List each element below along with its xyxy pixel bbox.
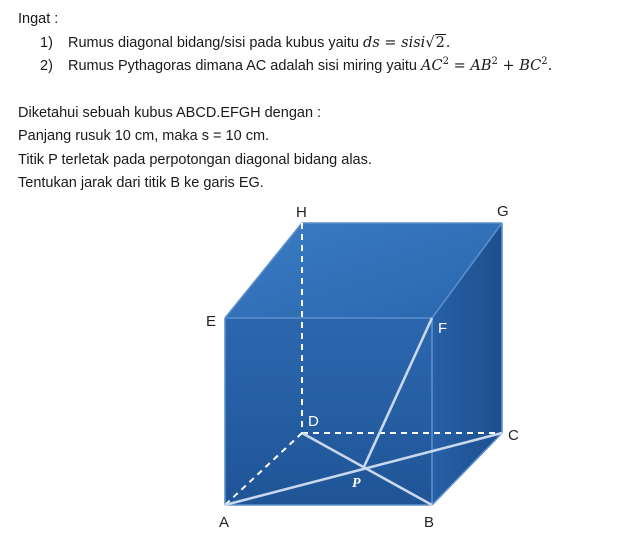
vertex-label-b: B	[424, 514, 435, 531]
formula-bc: BC	[519, 58, 542, 74]
problem-line-2: Panjang rusuk 10 cm, maka s = 10 cm.	[18, 128, 270, 144]
vertex-label-f: F	[438, 320, 448, 337]
reminder-number-2: 2)	[40, 58, 53, 74]
formula-plus: +	[497, 58, 520, 74]
formula-ac: AC	[421, 58, 443, 74]
vertex-label-e: E	[206, 313, 217, 330]
reminder-heading: Ingat :	[18, 11, 59, 27]
formula-sisi: sisi	[401, 34, 426, 51]
formula-ds: ds	[363, 34, 380, 51]
formula-exp-2: 2	[491, 56, 498, 68]
formula-end-1: .	[445, 34, 451, 51]
formula-root: 2	[435, 34, 445, 51]
formula-ab: AB	[470, 58, 492, 74]
vertex-label-h: H	[296, 204, 307, 221]
vertex-label-a: A	[219, 514, 230, 531]
sqrt-icon: √	[425, 34, 435, 51]
formula-eq-2: =	[448, 58, 471, 74]
vertex-label-g: G	[497, 203, 509, 220]
reminder-text-2: Rumus Pythagoras dimana AC adalah sisi miring yaitu	[68, 58, 417, 74]
vertex-label-c: C	[508, 427, 519, 444]
reminder-text-1: Rumus diagonal bidang/sisi pada kubus yaitu	[68, 34, 359, 51]
problem-line-4: Tentukan jarak dari titik B ke garis EG.	[18, 175, 264, 191]
reminder-number-1: 1)	[40, 34, 53, 51]
formula-end-2: .	[547, 58, 553, 74]
formula-exp-3: 2	[541, 56, 548, 68]
formula-eq: =	[379, 34, 402, 51]
problem-line-1: Diketahui sebuah kubus ABCD.EFGH dengan :	[18, 104, 322, 121]
problem-line-3: Titik P terletak pada perpotongan diagonal bidang alas.	[18, 151, 372, 168]
formula-exp-1: 2	[442, 56, 449, 68]
vertex-label-d: D	[308, 413, 319, 430]
point-label-p: P	[352, 476, 361, 491]
